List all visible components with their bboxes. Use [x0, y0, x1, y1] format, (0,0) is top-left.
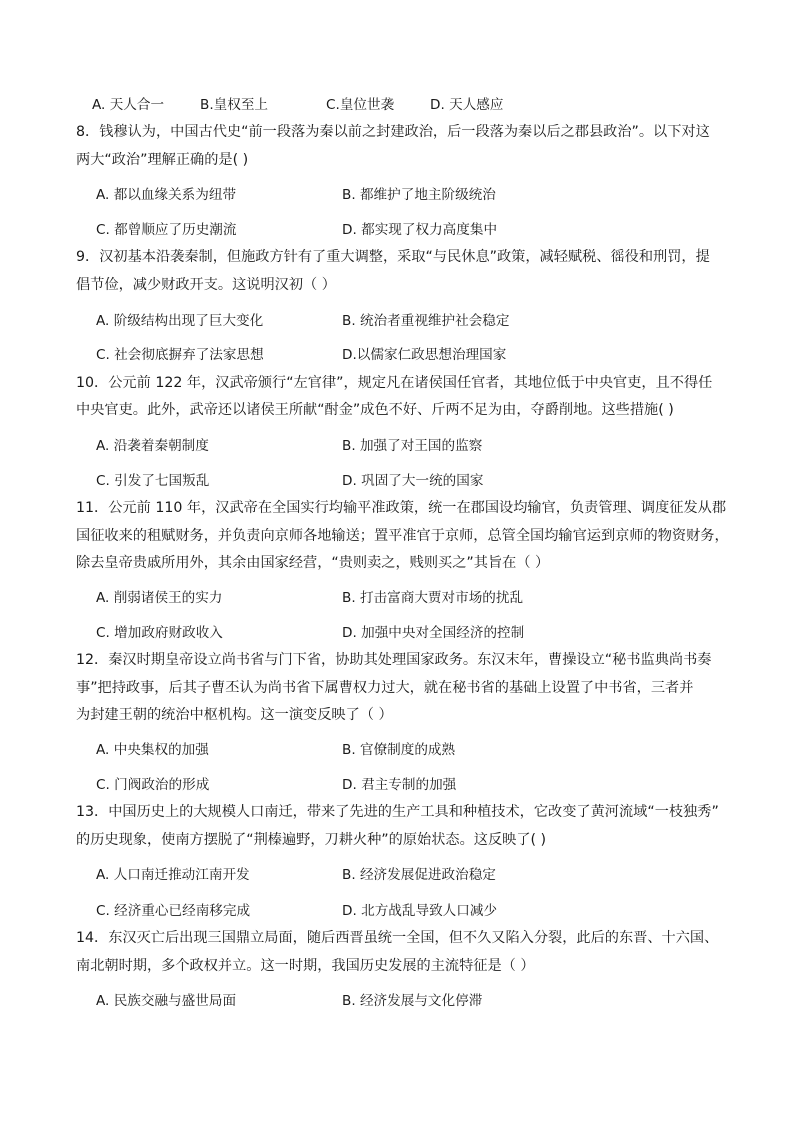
- q12-stem-line: 为封建王朝的统治中枢机构。这一演变反映了（ ）: [76, 707, 393, 723]
- q9-stem-line: 倡节俭，减少财政开支。这说明汉初（ ）: [76, 277, 336, 293]
- q13-option-c: C. 经济重心已经南移完成: [96, 903, 251, 919]
- q10-option-d: D. 巩固了大一统的国家: [342, 473, 484, 489]
- q13-stem-line: 13．中国历史上的大规模人口南迁，带来了先进的生产工具和种植技术，它改变了黄河流域“一枝独秀”: [76, 804, 719, 820]
- q12-stem-line: 12．秦汉时期皇帝设立尚书省与门下省，协助其处理国家政务。东汉末年，曹操设立“秘书监典尚书奏: [76, 652, 712, 668]
- q9-stem-line: 9．汉初基本沿袭秦制，但施政方针有了重大调整，采取“与民休息”政策，减轻赋税、徭役和刑罚，提: [76, 249, 710, 265]
- q11-stem-line: 除去皇帝贵戚所用外，其余由国家经营，“贵则卖之，贱则买之”其旨在（ ）: [76, 555, 550, 571]
- q11-option-d: D. 加强中央对全国经济的控制: [342, 625, 525, 641]
- q7-option-a: A. 天人合一: [92, 97, 165, 113]
- q7-option-c: C.皇位世袭: [326, 97, 395, 113]
- q10-option-c: C. 引发了七国叛乱: [96, 473, 210, 489]
- q8-stem-line: 8．钱穆认为，中国古代史“前一段落为秦以前之封建政治，后一段落为秦以后之郡县政治”。以下对这: [76, 124, 710, 140]
- q8-stem-line: 两大“政治”理解正确的是( ): [76, 152, 249, 168]
- q10-stem-line: 中央官吏。此外，武帝还以诸侯王所献“酎金”成色不好、斤两不足为由，夺爵削地。这些措施( ): [76, 402, 674, 418]
- q14-option-b: B. 经济发展与文化停滞: [342, 993, 483, 1009]
- q13-stem-line: 的历史现象，使南方摆脱了“荆榛遍野，刀耕火种”的原始状态。这反映了( ): [76, 832, 547, 848]
- q11-option-a: A. 削弱诸侯王的实力: [96, 590, 223, 606]
- q9-option-d: D.以儒家仁政思想治理国家: [342, 347, 507, 363]
- q10-stem-line: 10．公元前 122 年，汉武帝颁行“左官律”，规定凡在诸侯国任官者，其地位低于中央官吏，且不得任: [76, 375, 713, 391]
- q12-option-d: D. 君主专制的加强: [342, 777, 457, 793]
- q9-option-c: C. 社会彻底摒弃了法家思想: [96, 347, 264, 363]
- q11-option-b: B. 打击富商大贾对市场的扰乱: [342, 590, 524, 606]
- q10-option-b: B. 加强了对王国的监察: [342, 438, 483, 454]
- q11-stem-line: 11．公元前 110 年，汉武帝在全国实行均输平准政策，统一在郡国设均输官，负责管理、调度征发从郡: [76, 500, 727, 516]
- q9-option-b: B. 统治者重视维护社会稳定: [342, 313, 510, 329]
- q14-stem-line: 14．东汉灭亡后出现三国鼎立局面，随后西晋虽统一全国，但不久又陷入分裂，此后的东晋、十六国、: [76, 930, 719, 946]
- q13-option-a: A. 人口南迁推动江南开发: [96, 867, 250, 883]
- q8-option-c: C. 都曾顺应了历史潮流: [96, 222, 237, 238]
- q13-option-d: D. 北方战乱导致人口减少: [342, 903, 498, 919]
- q8-option-a: A. 都以血缘关系为纽带: [96, 187, 237, 203]
- q11-stem-line: 国征收来的租赋财务，并负责向京师各地输送；置平准官于京师，总管全国均输官运到京师的物资财务，: [76, 528, 729, 544]
- q12-stem-line: 事”把持政事，后其子曹丕认为尚书省下属曹权力过大，就在秘书省的基础上设置了中书省，三者并: [76, 680, 694, 696]
- q14-stem-line: 南北朝时期，多个政权并立。这一时期，我国历史发展的主流特征是（ ）: [76, 958, 535, 974]
- q13-option-b: B. 经济发展促进政治稳定: [342, 867, 496, 883]
- q12-option-c: C. 门阀政治的形成: [96, 777, 210, 793]
- q7-option-b: B.皇权至上: [200, 97, 269, 113]
- q7-option-d: D. 天人感应: [430, 97, 504, 113]
- q12-option-a: A. 中央集权的加强: [96, 742, 209, 758]
- q14-option-a: A. 民族交融与盛世局面: [96, 993, 237, 1009]
- q10-option-a: A. 沿袭着秦朝制度: [96, 438, 209, 454]
- q8-option-d: D. 都实现了权力高度集中: [342, 222, 498, 238]
- q9-option-a: A. 阶级结构出现了巨大变化: [96, 313, 264, 329]
- q8-option-b: B. 都维护了地主阶级统治: [342, 187, 496, 203]
- q11-option-c: C. 增加政府财政收入: [96, 625, 223, 641]
- q12-option-b: B. 官僚制度的成熟: [342, 742, 456, 758]
